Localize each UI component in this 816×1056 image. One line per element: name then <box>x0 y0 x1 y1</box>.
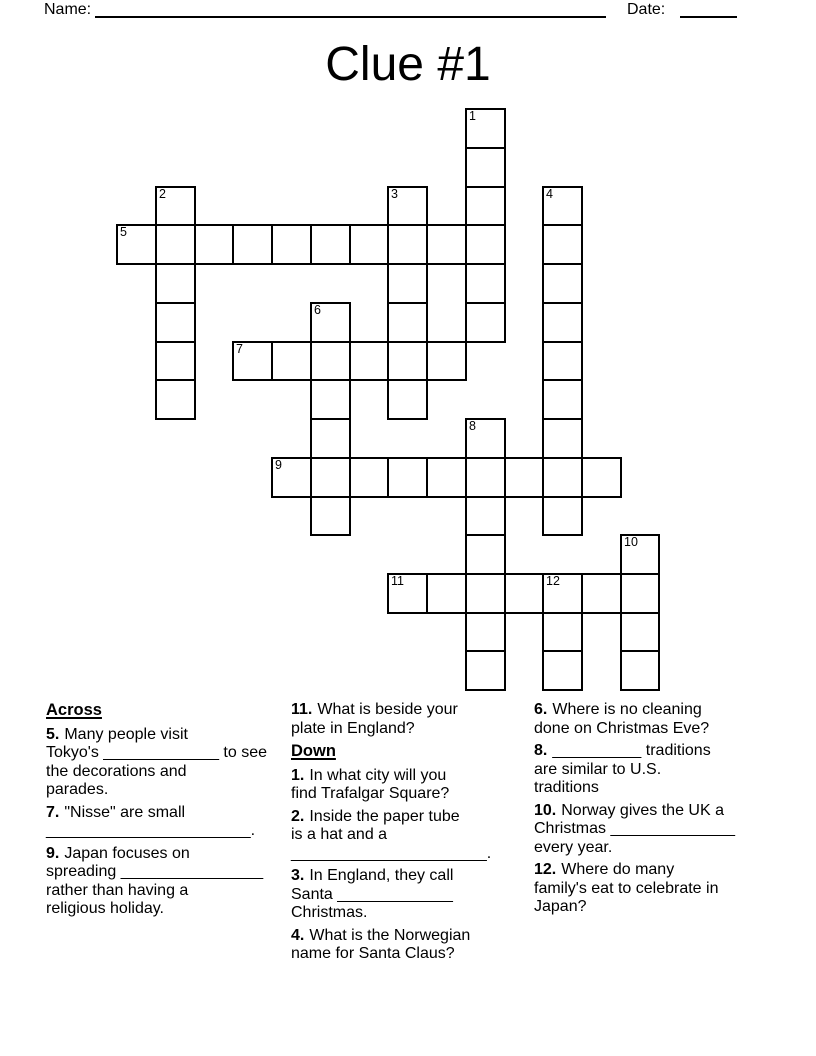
grid-cell[interactable] <box>542 224 583 265</box>
clue-line: Christmas ______________ <box>534 820 736 837</box>
grid-cell[interactable] <box>310 379 351 420</box>
grid-cell[interactable] <box>465 650 506 691</box>
clue-line: rather than having a <box>46 881 189 899</box>
cell-number: 1 <box>469 109 476 123</box>
clue-line <box>534 742 779 761</box>
grid-cell[interactable] <box>232 224 273 265</box>
grid-cell[interactable] <box>387 457 428 498</box>
cell-number: 2 <box>159 187 166 201</box>
clue-number: 11. <box>291 701 313 718</box>
grid-cell[interactable] <box>426 341 467 381</box>
grid-cell[interactable] <box>310 496 351 536</box>
clue-number: 2. <box>291 807 305 825</box>
clue-line <box>534 701 779 720</box>
grid-cell[interactable] <box>465 108 506 149</box>
grid-cell[interactable] <box>349 341 389 381</box>
grid-cell[interactable] <box>310 302 351 343</box>
grid-cell[interactable] <box>387 573 428 614</box>
clue-line <box>291 701 536 720</box>
cell-number: 9 <box>275 458 282 472</box>
grid-cell[interactable] <box>155 263 196 304</box>
grid-cell[interactable] <box>465 302 506 343</box>
grid-cell[interactable] <box>581 573 622 614</box>
grid-cell[interactable] <box>542 650 583 691</box>
cell-number: 12 <box>546 574 560 588</box>
grid-cell[interactable] <box>465 457 506 498</box>
date-label: Date: <box>627 1 666 18</box>
grid-cell[interactable] <box>349 457 389 498</box>
clue-line: find Trafalgar Square? <box>291 785 450 802</box>
grid-cell[interactable] <box>155 224 196 265</box>
clue-number: 10. <box>534 801 557 819</box>
cell-number: 6 <box>314 303 321 317</box>
clue-number: 3. <box>291 867 305 884</box>
clue-line: family's eat to celebrate in <box>534 879 719 897</box>
clue-line: spreading ________________ <box>46 863 264 880</box>
grid-cell[interactable] <box>620 612 660 652</box>
grid-cell[interactable] <box>620 573 660 614</box>
grid-cell[interactable] <box>116 224 157 265</box>
clue-5 <box>46 726 291 800</box>
clue-line: religious holiday. <box>46 900 164 917</box>
grid-cell[interactable] <box>620 534 660 575</box>
grid-cell[interactable] <box>194 224 234 265</box>
grid-cell[interactable] <box>504 573 544 614</box>
clue-number: 1. <box>291 766 305 784</box>
clue-line: ______________________. <box>291 844 492 862</box>
clue-number: 5. <box>46 725 60 743</box>
grid-cell[interactable] <box>542 573 583 614</box>
clue-line <box>46 845 291 864</box>
clue-text: What is beside your <box>317 701 458 718</box>
clue-line: are similar to U.S. <box>534 760 662 778</box>
grid-cell[interactable] <box>387 341 428 381</box>
cell-number: 11 <box>391 574 404 588</box>
grid-cell[interactable] <box>271 457 312 498</box>
clue-line <box>291 808 536 827</box>
clue-line <box>291 867 536 886</box>
clue-text: Where do many <box>561 861 675 878</box>
clue-line: Japan? <box>534 898 587 915</box>
cell-number: 8 <box>469 419 476 433</box>
clue-line: Santa _____________ <box>291 885 453 903</box>
clue-line: _______________________. <box>46 822 256 839</box>
page-title: Clue #1 <box>325 38 491 91</box>
grid-cell[interactable] <box>542 612 583 652</box>
cell-number: 5 <box>120 225 127 239</box>
clue-number: 6. <box>534 701 548 718</box>
clue-11 <box>291 701 536 738</box>
clue-line <box>46 726 291 745</box>
clue-line: name for Santa Claus? <box>291 945 455 962</box>
clue-9 <box>46 845 291 919</box>
grid-cell[interactable] <box>310 224 351 265</box>
grid-cell[interactable] <box>542 341 583 381</box>
clue-number: 8. <box>534 742 548 759</box>
clue-line: plate in England? <box>291 719 415 737</box>
grid-cell[interactable] <box>310 457 351 498</box>
clue-text: Where is no cleaning <box>552 701 702 718</box>
clue-text: Inside the paper tube <box>309 807 460 825</box>
clue-column-2 <box>291 701 536 968</box>
grid-cell[interactable] <box>542 418 583 459</box>
grid-cell[interactable] <box>542 263 583 304</box>
clue-number: 9. <box>46 844 60 862</box>
clue-line: done on Christmas Eve? <box>534 719 710 737</box>
clue-line: Christmas. <box>291 904 368 921</box>
clue-line: Tokyo's _____________ to see <box>46 744 268 761</box>
down-header: Down <box>291 742 336 760</box>
grid-cell[interactable] <box>504 457 544 498</box>
clue-7 <box>46 804 291 841</box>
clue-10 <box>534 802 779 858</box>
clue-number: 12. <box>534 861 557 878</box>
clue-line: parades. <box>46 781 109 798</box>
grid-cell[interactable] <box>542 379 583 420</box>
clue-column-1 <box>46 701 291 923</box>
clue-6 <box>534 701 779 738</box>
grid-cell[interactable] <box>387 186 428 226</box>
clue-line <box>534 802 779 821</box>
grid-cell[interactable] <box>542 186 583 226</box>
clue-3 <box>291 867 536 923</box>
grid-cell[interactable] <box>310 341 351 381</box>
clue-text: Norway gives the UK a <box>561 801 724 819</box>
grid-cell[interactable] <box>581 457 622 498</box>
clue-line <box>291 927 536 946</box>
grid-cell[interactable] <box>465 612 506 652</box>
clue-text: Many people visit <box>64 725 188 743</box>
grid-cell[interactable] <box>542 457 583 498</box>
clue-text: In England, they call <box>309 867 454 884</box>
grid-cell[interactable] <box>310 418 351 459</box>
cell-number: 7 <box>236 342 243 356</box>
clue-2 <box>291 808 536 864</box>
clue-4 <box>291 927 536 964</box>
grid-cell[interactable] <box>387 302 428 343</box>
grid-cell[interactable] <box>387 379 428 420</box>
clue-text: "Nisse" are small <box>64 803 186 821</box>
clue-8 <box>534 742 779 798</box>
grid-cell[interactable] <box>426 224 467 265</box>
grid-cell[interactable] <box>155 302 196 343</box>
grid-cell[interactable] <box>465 573 506 614</box>
grid-cell[interactable] <box>465 496 506 536</box>
grid-cell[interactable] <box>465 534 506 575</box>
grid-cell[interactable] <box>387 224 428 265</box>
cell-number: 3 <box>391 187 398 201</box>
clue-text: What is the Norwegian <box>309 926 471 944</box>
clue-line <box>291 767 536 786</box>
clue-column-3 <box>534 701 779 921</box>
grid-cell[interactable] <box>465 186 506 226</box>
clue-text: __________ traditions <box>552 742 711 759</box>
grid-cell[interactable] <box>542 496 583 536</box>
clue-line: every year. <box>534 838 613 856</box>
clue-line: traditions <box>534 779 599 796</box>
clue-line: is a hat and a <box>291 826 388 843</box>
clue-number: 4. <box>291 926 305 944</box>
grid-cell[interactable] <box>426 573 467 614</box>
clue-text: In what city will you <box>309 766 447 784</box>
grid-cell[interactable] <box>465 263 506 304</box>
clue-line: the decorations and <box>46 762 187 780</box>
grid-cell[interactable] <box>465 418 506 459</box>
clue-text: Japan focuses on <box>64 844 190 862</box>
grid-cell[interactable] <box>387 263 428 304</box>
grid-cell[interactable] <box>426 457 467 498</box>
clue-line <box>46 804 291 823</box>
grid-cell[interactable] <box>465 224 506 265</box>
cell-number: 4 <box>546 187 553 201</box>
grid-cell[interactable] <box>155 341 196 381</box>
grid-cell[interactable] <box>155 379 196 420</box>
clue-1 <box>291 767 536 804</box>
grid-cell[interactable] <box>465 147 506 188</box>
clue-line <box>534 861 779 880</box>
grid-cell[interactable] <box>620 650 660 691</box>
grid-cell[interactable] <box>271 341 312 381</box>
grid-cell[interactable] <box>271 224 312 265</box>
grid-cell[interactable] <box>232 341 273 381</box>
grid-cell[interactable] <box>542 302 583 343</box>
grid-cell[interactable] <box>349 224 389 265</box>
cell-number: 10 <box>624 535 638 549</box>
across-header: Across <box>46 701 102 719</box>
grid-cell[interactable] <box>155 186 196 226</box>
clue-12 <box>534 861 779 917</box>
clue-number: 7. <box>46 803 60 821</box>
name-label: Name: <box>44 1 92 18</box>
